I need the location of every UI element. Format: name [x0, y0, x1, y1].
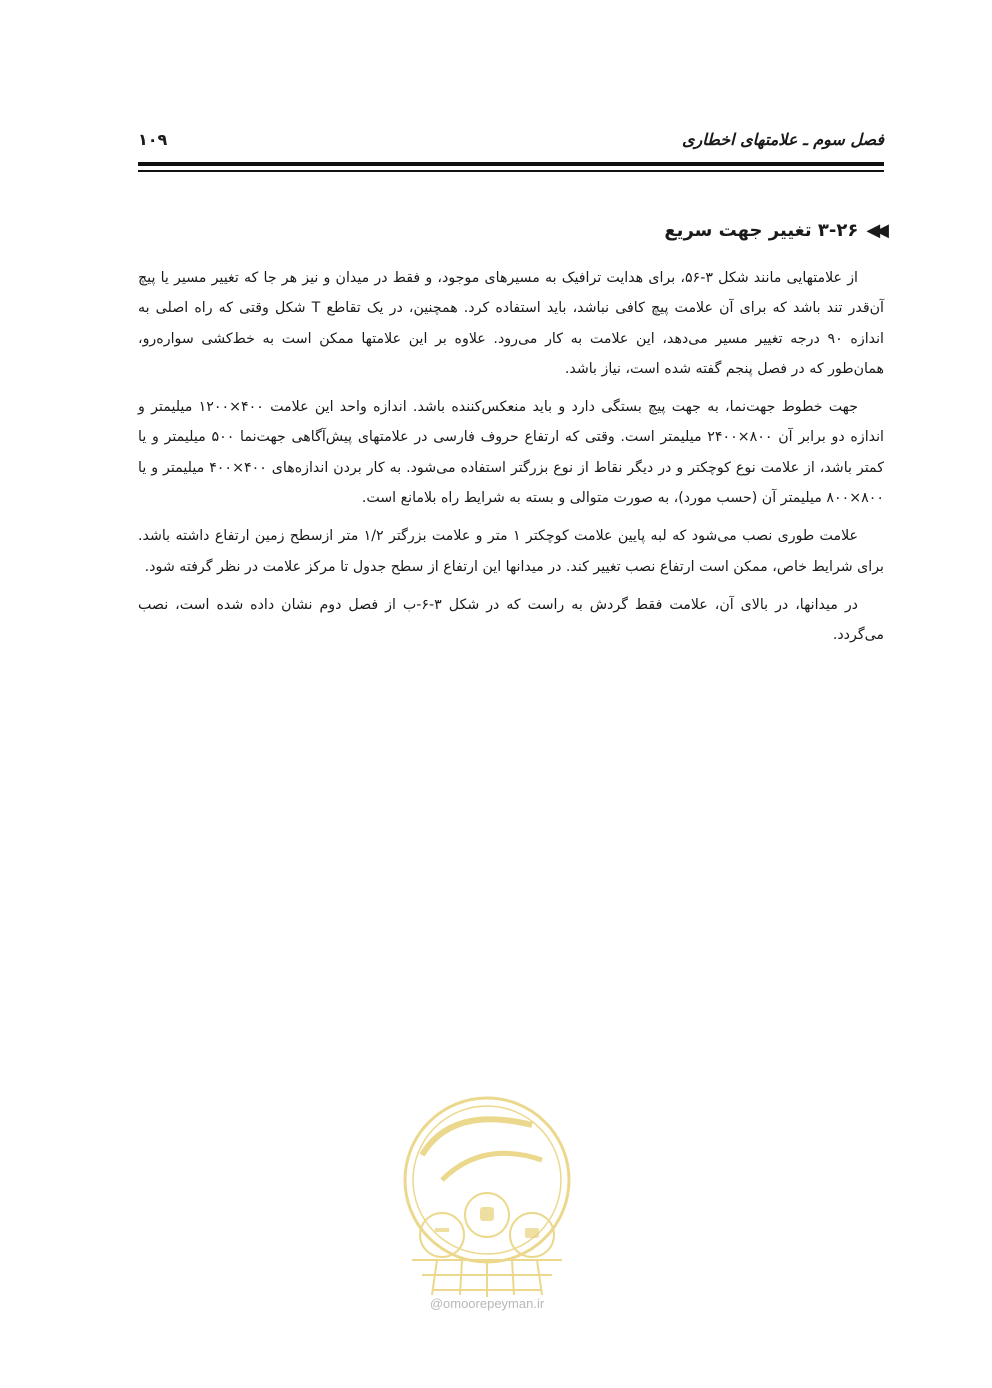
page-number: ۱۰۹	[138, 130, 168, 149]
header-rule-thin	[138, 170, 884, 172]
page-header	[138, 128, 884, 158]
section-heading	[138, 220, 884, 241]
main-content	[138, 220, 884, 659]
header-rule-thick	[138, 162, 884, 166]
section-heading-text: ۳-۲۶ تغییر جهت سریع	[664, 220, 859, 241]
paragraph-4: در میدانها، در بالای آن، علامت فقط گردش به راست که در شکل ۳-۶-ب از فصل دوم نشان داده شده است، نصب می‌گردد.	[138, 596, 884, 644]
paragraph-2: جهت خطوط جهت‌نما، به جهت پیچ بستگی دارد و باید منعکس‌کننده باشد. اندازه واحد این علامت ۴۰۰×۱۲۰۰ میلیمتر و اندازه دو برابر آن ۸۰۰×۲۴۰۰ میلیمتر است. وقتی که ارتفاع حروف فارسی در علامتهای پیش‌آگاهی جهت‌نما ۵۰۰ میلیمتر و یا کمتر باشد، از علامت نوع کوچکتر و در دیگر نقاط از نوع بزرگتر استفاده می‌شود. به کار بردن اندازه‌های ۴۰۰×۴۰۰ میلیمتر و یا ۸۰۰×۸۰۰ میلیمتر آن (حسب مورد)، به صورت متوالی و بسته به شرایط راه بلامانع است.	[138, 399, 884, 507]
paragraph-3: علامت طوری نصب می‌شود که لبه پایین علامت کوچکتر ۱ متر و علامت بزرگتر ۱/۲ متر ازسطح زمین ارتفاع داشته باشد. برای شرایط خاص، ممکن است ارتفاع نصب تغییر کند. در میدانها این ارتفاع از سطح جدول تا مرکز علامت در نظر گرفته شود.	[138, 528, 884, 575]
double-arrow-icon: ◀◀	[866, 220, 884, 241]
watermark-logo	[382, 1085, 592, 1315]
chapter-title: فصل سوم ـ علامتهای اخطاری	[681, 130, 884, 149]
watermark-url: @omoorepeyman.ir	[429, 1296, 545, 1311]
paragraph-1: از علامتهایی مانند شکل ۳-۵۶، برای هدایت ترافیک به مسیرهای موجود، و فقط در میدان و نیز هر جا که تغییر مسیر یا پیچ آن‌قدر تند باشد که برای آن علامت پیچ کافی نباشد، باید استفاده کرد. همچنین، در یک تقاطع T شکل وقتی که راه اصلی به اندازه ۹۰ درجه تغییر مسیر می‌دهد، این علامت به کار می‌رود. علاوه بر این علامتها ممکن است به خط‌کشی سواره‌رو، همان‌طور که در فصل پنجم گفته شده است، نیاز باشد.	[138, 270, 884, 377]
